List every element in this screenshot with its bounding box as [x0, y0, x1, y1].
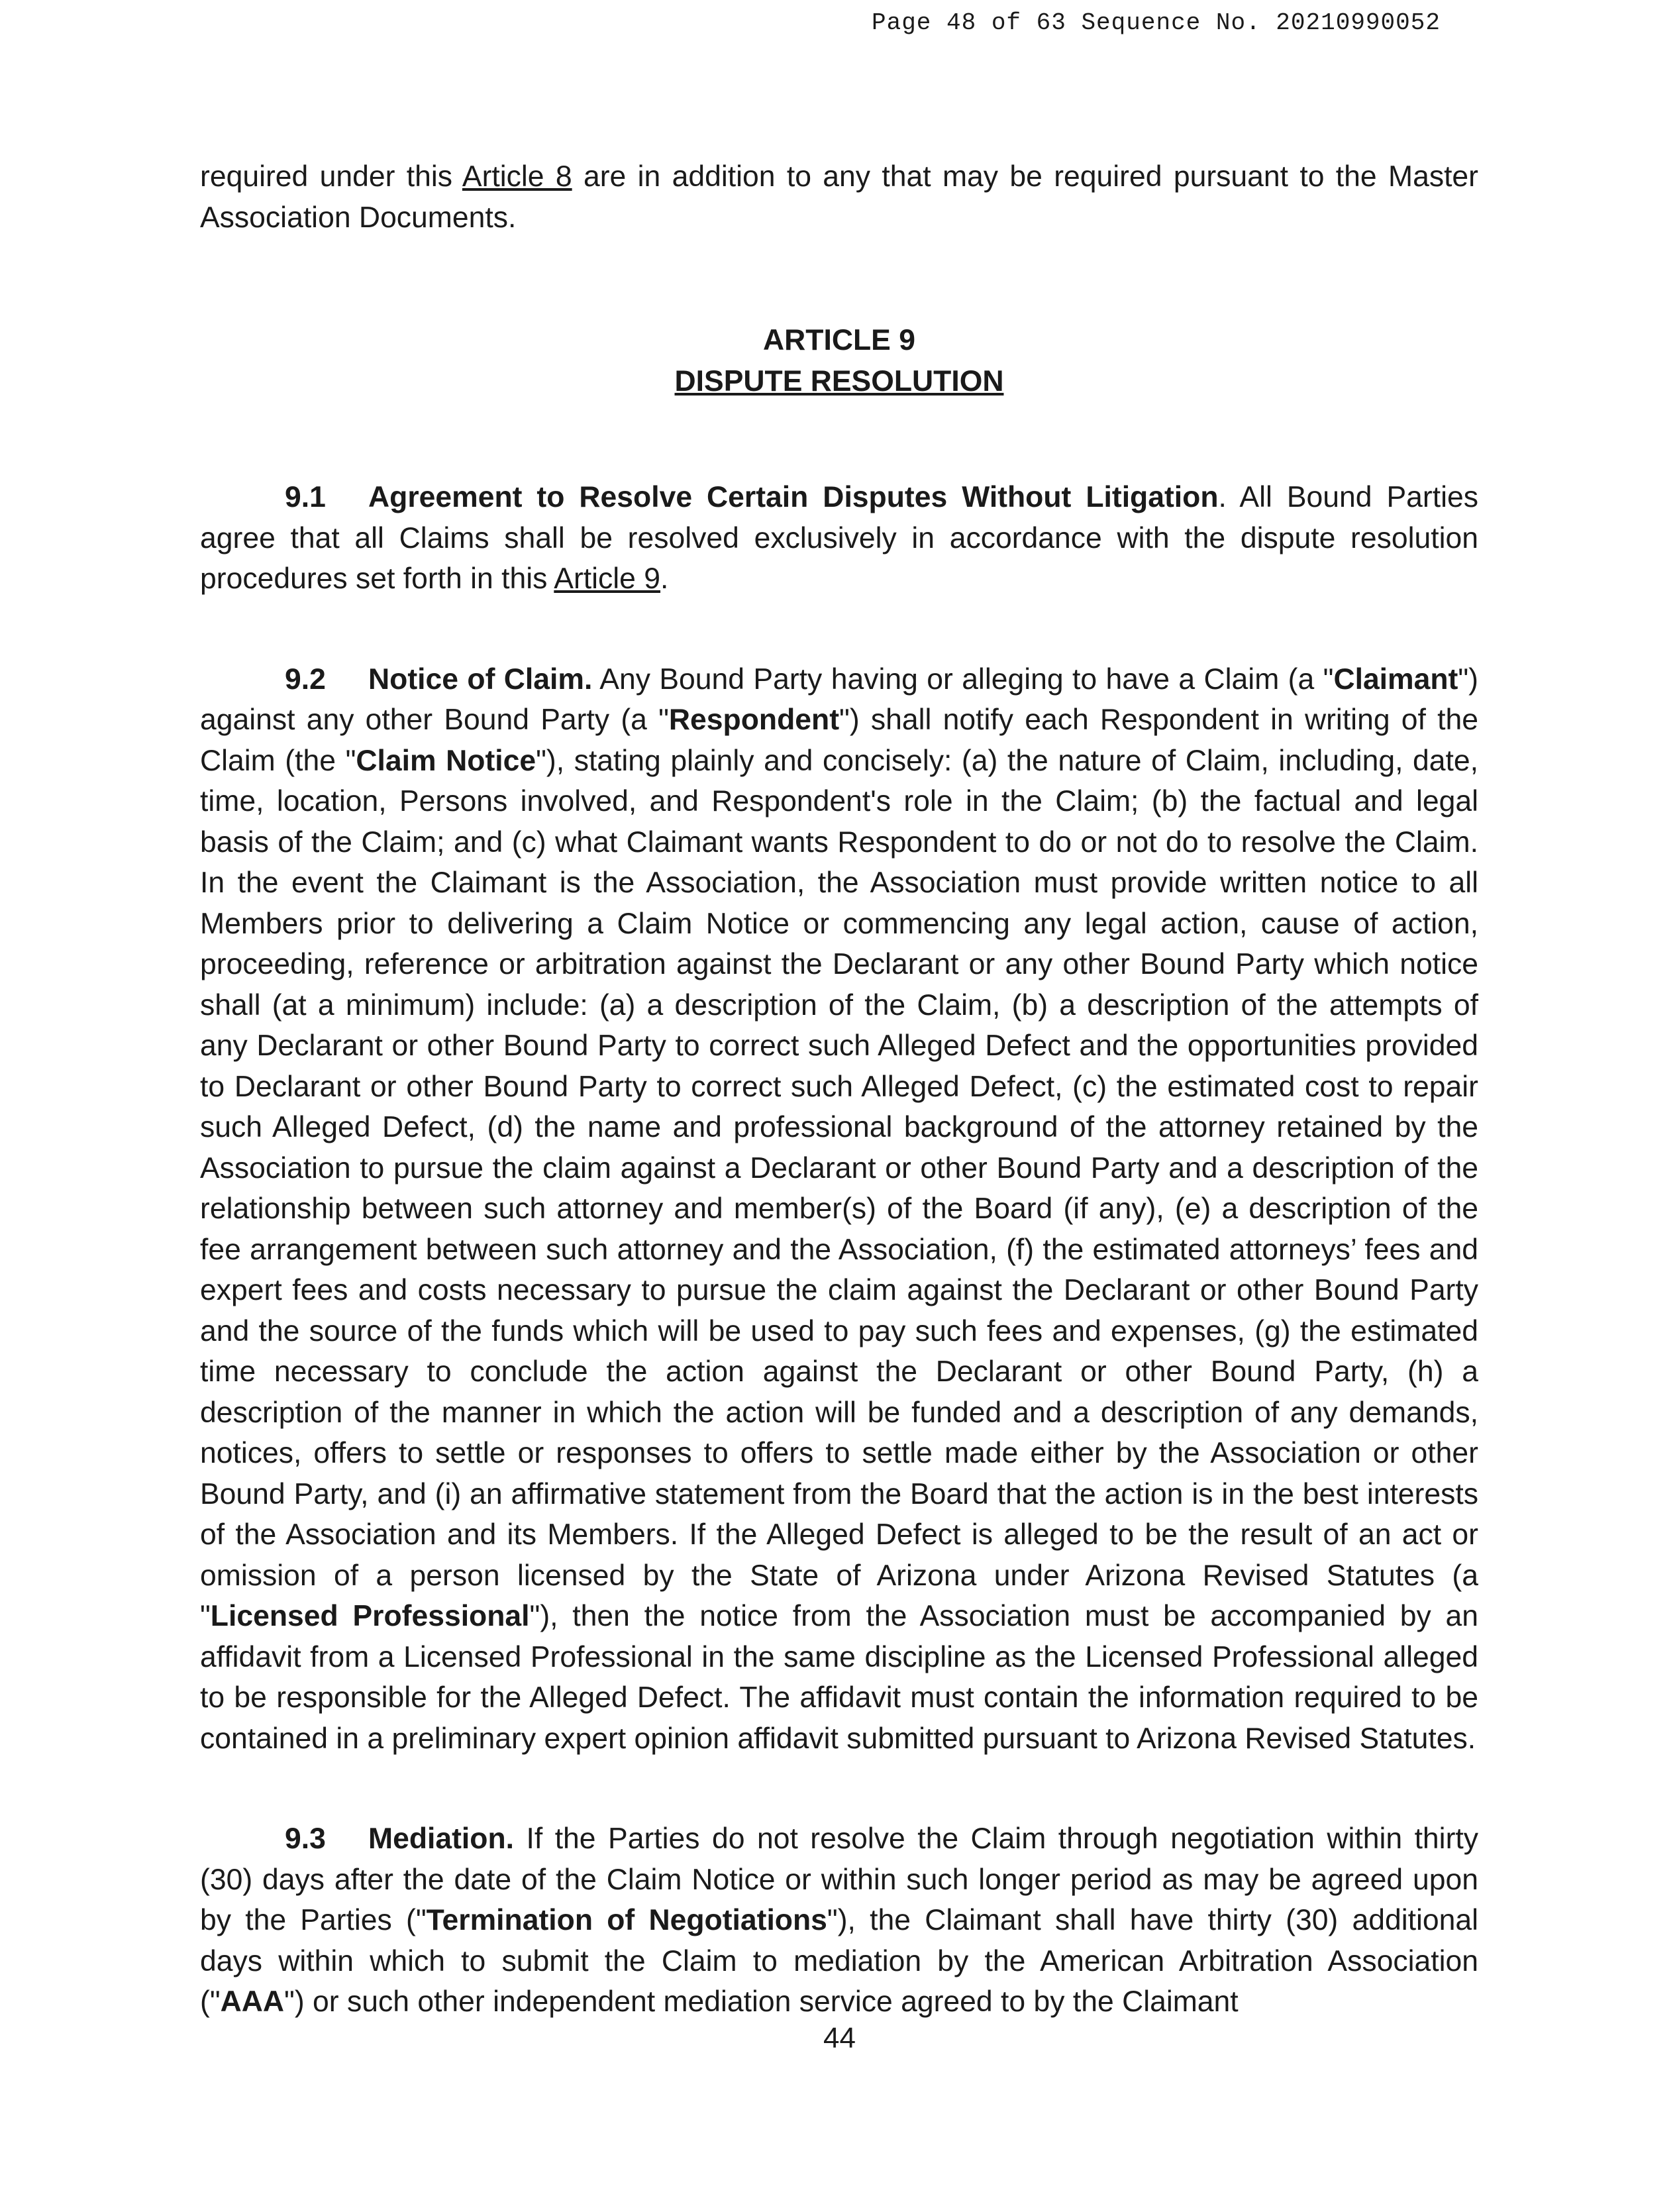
- article-subtitle: DISPUTE RESOLUTION: [674, 364, 1004, 397]
- page-number: 44: [823, 2022, 856, 2054]
- section-9-2: 9.2 Notice of Claim. Any Bound Party having or alleging to have a Claim (a "Claimant") against any other Bound Party (a "Respondent") shall notify each Respondent in writing of the Claim (the "Claim Notice"), stating plainly and concisely: (a) the nature of Claim, including, date, time, location, Persons involved, and Respondent's role in the Claim; (b) the factual and legal basis of the Claim; and (c) what Claimant wants Respondent to do or not do to resolve the Claim. In the event the Claimant is the Association, the Association must provide written notice to all Members prior to delivering a Claim Notice or commencing any legal action, cause of action, proceeding, reference or arbitration against the Declarant or any other Bound Party which notice shall (at a minimum) include: (a) a description of the Claim, (b) a description of the attempts of any Declarant or other Bound Party to correct such Alleged Defect and the opportunities provided to Declarant or other Bound Party to correct such Alleged Defect, (c) the estimated cost to repair such Alleged Defect, (d) the name and professional background of the attorney retained by the Association to pursue the claim against a Declarant or other Bound Party and a description of the relationship between such attorney and member(s) of the Board (if any), (e) a description of the fee arrangement between such attorney and the Association, (f) the estimated attorneys’ fees and expert fees and costs necessary to pursue the claim against the Declarant or other Bound Party and the source of the funds which will be used to pay such fees and expenses, (g) the estimated time necessary to conclude the action against the Declarant or other Bound Party, (h) a description of the manner in which the action will be funded and a description of any demands, notices, offers to settle or responses to offers to settle made either by the Association or other Bound Party, and (i) an affirmative statement from the Board that the action is in the best interests of the Association and its Members. If the Alleged Defect is alleged to be the result of an act or omission of a person licensed by the State of Arizona under Arizona Revised Statutes (a "Licensed Professional"), then the notice from the Association must be accompanied by an affidavit from a Licensed Professional in the same discipline as the Licensed Professional alleged to be responsible for the Alleged Defect. The affidavit must contain the information required to be contained in a preliminary expert opinion affidavit submitted pursuant to Arizona Revised Statutes.: [200, 659, 1478, 1760]
- page-header: Page 48 of 63 Sequence No. 20210990052: [872, 9, 1441, 36]
- defined-term: Termination of Negotiations: [426, 1904, 827, 1936]
- article-9-reference: Article 9: [554, 562, 661, 595]
- defined-term: Claim Notice: [356, 744, 536, 777]
- section-heading: Notice of Claim.: [368, 662, 593, 696]
- defined-term: Respondent: [668, 704, 840, 736]
- section-number: 9.2: [285, 662, 326, 696]
- document-body: [200, 156, 1478, 2023]
- defined-term: AAA: [220, 1985, 285, 2018]
- section-number: 9.1: [285, 481, 326, 513]
- article-title: ARTICLE 9: [763, 324, 915, 356]
- defined-term: Licensed Professional: [210, 1600, 530, 1632]
- section-number: 9.3: [285, 1822, 326, 1855]
- intro-paragraph: required under this Article 8 are in addition to any that may be required pursuant to the Master Association Documents.: [200, 160, 1479, 234]
- section-heading: Mediation.: [368, 1822, 515, 1855]
- section-9-3: 9.3 Mediation. If the Parties do not resolve the Claim through negotiation within thirty (30) days after the date of the Claim Notice or within such longer period as may be agreed upon by the Parties ("Termination of Negotiations"), the Claimant shall have thirty (30) additional days within which to submit the Claim to mediation by the American Arbitration Association ("AAA") or such other independent mediation service agreed to by the Claimant: [200, 1818, 1478, 2023]
- section-9-1: 9.1 Agreement to Resolve Certain Disputes Without Litigation. All Bound Parties agree that all Claims shall be resolved exclusively in accordance with the dispute resolution procedures set forth in this Article 9.: [200, 477, 1478, 600]
- section-heading: Agreement to Resolve Certain Disputes Without Litigation: [368, 481, 1219, 513]
- article-8-reference: Article 8: [462, 160, 572, 193]
- defined-term: Claimant: [1333, 662, 1458, 696]
